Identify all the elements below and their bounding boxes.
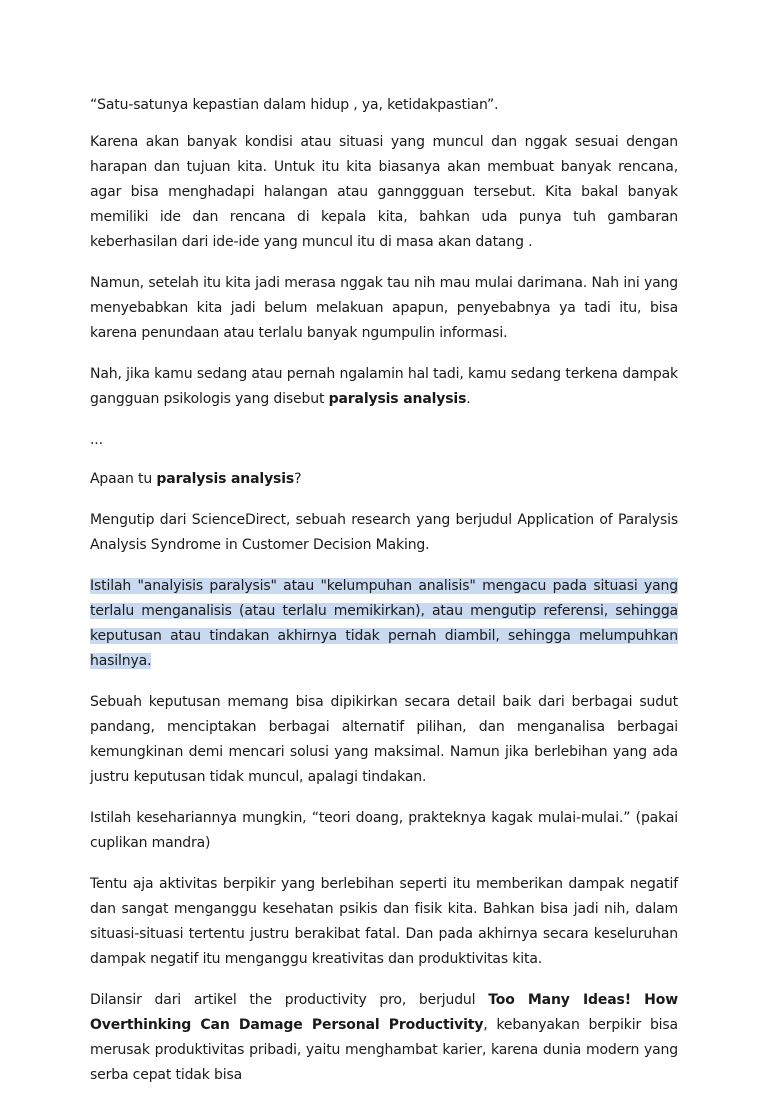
paragraph-procrastination: Namun, setelah itu kita jadi merasa nggak tau nih mau mulai darimana. Nah ini yang menyebabkan kita jadi belum melakuan apapun, penyebabnya ya tadi itu, bisa karena penundaan atau terlalu banyak ngumpulin informasi. <box>90 275 678 341</box>
paralysis-analysis-term: paralysis analysis <box>328 391 467 407</box>
paragraph-negative-impact: Tentu aja aktivitas berpikir yang berlebihan seperti itu memberikan dampak negatif dan sangat menganggu kesehatan psikis dan fisik kita. Bahkan bisa jadi nih, dalam situasi-situasi tertentu justru berakibat fatal. Dan pada akhirnya secara keseluruhan dampak negatif itu menganggu kreativitas dan produktivitas kita. <box>90 876 678 967</box>
question-mark: ? <box>294 471 302 487</box>
article-title: Too Many Ideas! How Overthinking Can Damage Personal Productivity <box>90 992 678 1033</box>
document-body <box>90 93 678 1104</box>
paragraph-paralysis-intro-text: Nah, jika kamu sedang atau pernah ngalamin hal tadi, kamu sedang terkena dampak gangguan psikologis yang disebut <box>90 366 678 407</box>
paragraph-productivity-pro <box>90 988 678 1088</box>
highlighted-definition-text: Istilah "analyisis paralysis" atau "kelumpuhan analisis" mengacu pada situasi yang terlalu menganalisis (atau terlalu memikirkan), atau mengutip referensi, sehingga keputusan atau tindakan akhirnya tidak pernah diambil, sehingga melumpuhkan hasilnya. <box>90 578 678 669</box>
paragraph-productivity-pro-end: , kebanyakan berpikir bisa merusak produktivitas pribadi, yaitu menghambat karier, karena dunia modern yang serba cepat tidak bisa <box>90 1017 678 1083</box>
paragraph-productivity-pro-start: Dilansir dari artikel the productivity pro, berjudul <box>90 992 489 1008</box>
question-prefix: Apaan tu <box>90 471 157 487</box>
paragraph-paralysis-intro <box>90 362 678 412</box>
question-term: paralysis analysis <box>156 471 295 487</box>
opening-quote: “Satu-satunya kepastian dalam hidup , ya, ketidakpastian”. <box>90 97 499 113</box>
question-heading <box>90 467 678 492</box>
paragraph-paralysis-intro-end: . <box>466 391 471 407</box>
paragraph-sciencedirect: Mengutip dari ScienceDirect, sebuah research yang berjudul Application of Paralysis Analysis Syndrome in Customer Decision Making. <box>90 512 678 553</box>
paragraph-decision: Sebuah keputusan memang bisa dipikirkan secara detail baik dari berbagai sudut pandang, menciptakan berbagai alternatif pilihan, dan menganalisa berbagai kemungkinan demi mencari solusi yang maksimal. Namun jika berlebihan yang ada justru keputusan tidak muncul, apalagi tindakan. <box>90 694 678 785</box>
highlighted-definition <box>90 574 678 674</box>
paragraph-uncertainty: Karena akan banyak kondisi atau situasi yang muncul dan nggak sesuai dengan harapan dan tujuan kita. Untuk itu kita biasanya akan membuat banyak rencana, agar bisa menghadapi halangan atau gannggguan tersebut. Kita bakal banyak memiliki ide dan rencana di kepala kita, bahkan uda punya tuh gambaran keberhasilan dari ide-ide yang muncul itu di masa akan datang . <box>90 134 678 250</box>
ellipsis-separator: ... <box>90 432 103 448</box>
paragraph-everyday-term: Istilah kesehariannya mungkin, “teori doang, prakteknya kagak mulai-mulai.” (pakai cuplikan mandra) <box>90 810 678 851</box>
